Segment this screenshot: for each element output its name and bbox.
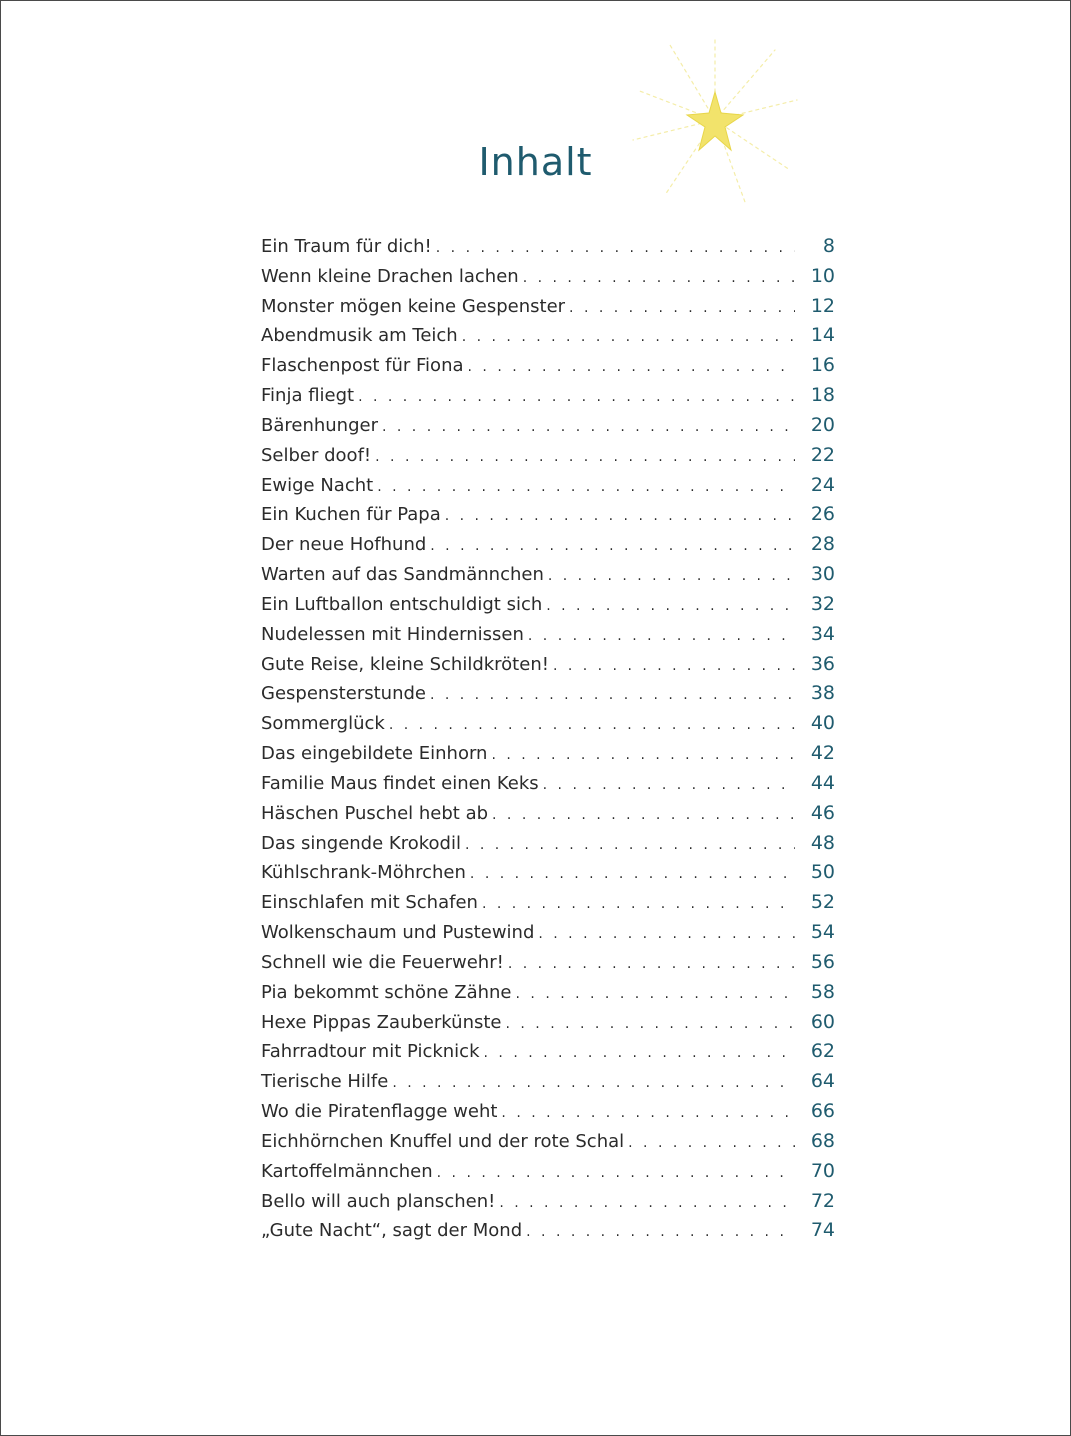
toc-entry-page-number: 8 xyxy=(822,235,835,257)
toc-entry-page-number: 50 xyxy=(810,861,835,884)
toc-entry-title: Wenn kleine Drachen lachen xyxy=(261,265,519,287)
toc-entry-title: Finja fliegt xyxy=(261,385,355,407)
toc-entry-page-number: 74 xyxy=(810,1219,835,1242)
toc-entry-page-number: 26 xyxy=(810,503,835,526)
toc-entry-page-number: 64 xyxy=(810,1070,835,1093)
dot-leader xyxy=(516,980,795,1010)
toc-entry-page-number: 58 xyxy=(810,980,835,1003)
dot-leader xyxy=(508,950,795,980)
toc-entry xyxy=(261,1157,835,1187)
toc-entry-title: Sommerglück xyxy=(261,713,385,735)
toc-entry-title: Eichhörnchen Knuffel und der rote Schal xyxy=(261,1130,625,1152)
toc-entry xyxy=(261,1008,835,1038)
dot-leader xyxy=(523,264,795,294)
toc-entry-page-number: 34 xyxy=(810,622,835,645)
dot-leader xyxy=(382,413,795,443)
toc-entry xyxy=(261,1187,835,1217)
toc-entry xyxy=(261,1216,835,1246)
toc-entry-title: Ein Traum für dich! xyxy=(261,236,432,257)
toc-entry-page-number: 62 xyxy=(810,1040,835,1063)
toc-entry-title: Tierische Hilfe xyxy=(261,1071,389,1093)
dot-leader xyxy=(548,562,795,592)
toc-entry-title: Wo die Piratenflagge weht xyxy=(261,1101,498,1123)
toc-entry-page-number: 72 xyxy=(810,1189,835,1212)
toc-entry-page-number: 22 xyxy=(810,443,835,466)
toc-entry-page-number: 10 xyxy=(810,264,835,287)
dot-leader xyxy=(358,383,795,413)
toc-entry-title: Kartoffelmännchen xyxy=(261,1160,433,1182)
toc-entry-title: Ein Luftballon entschuldigt sich xyxy=(261,593,543,615)
toc-entry-page-number: 14 xyxy=(810,324,835,347)
dot-leader xyxy=(437,1159,795,1189)
dot-leader xyxy=(436,234,795,264)
toc-entry-title: Fahrradtour mit Picknick xyxy=(261,1041,480,1063)
toc-entry-page-number: 36 xyxy=(810,652,835,675)
toc-entry-title: Häschen Puschel hebt ab xyxy=(261,802,489,824)
toc-entry xyxy=(261,321,835,351)
toc-entry-title: Bello will auch planschen! xyxy=(261,1190,496,1212)
toc-entry-page-number: 32 xyxy=(810,592,835,615)
toc-entry-title: Familie Maus findet einen Keks xyxy=(261,772,539,794)
toc-entry-page-number: 54 xyxy=(810,921,835,944)
toc-entry-page-number: 52 xyxy=(810,891,835,914)
dot-leader xyxy=(430,532,795,562)
toc-entry-page-number: 46 xyxy=(810,801,835,824)
toc-entry xyxy=(261,709,835,739)
dot-leader xyxy=(482,890,795,920)
toc-entry xyxy=(261,1127,835,1157)
toc-entry-title: Wolkenschaum und Pustewind xyxy=(261,922,535,944)
toc-entry-title: Nudelessen mit Hindernissen xyxy=(261,623,524,645)
toc-entry-page-number: 16 xyxy=(810,354,835,377)
toc-entry-page-number: 42 xyxy=(810,742,835,765)
dot-leader xyxy=(569,294,795,324)
toc-entry-page-number: 40 xyxy=(810,712,835,735)
dot-leader xyxy=(543,771,795,801)
dot-leader xyxy=(375,443,795,473)
toc-entry-title: Pia bekommt schöne Zähne xyxy=(261,981,512,1003)
toc-entry-page-number: 48 xyxy=(810,831,835,854)
toc-entry-title: Monster mögen keine Gespenster xyxy=(261,295,566,317)
toc-entry-title: Kühlschrank-Möhrchen xyxy=(261,862,466,884)
toc-entry-title: Warten auf das Sandmännchen xyxy=(261,564,544,586)
dot-leader xyxy=(470,860,795,890)
toc-entry-page-number: 68 xyxy=(810,1129,835,1152)
toc-entry-title: Abendmusik am Teich xyxy=(261,325,458,347)
toc-entry xyxy=(261,590,835,620)
dot-leader xyxy=(389,711,795,741)
toc-entry xyxy=(261,739,835,769)
toc-entry-page-number: 28 xyxy=(810,533,835,556)
toc-entry xyxy=(261,292,835,322)
toc-entry-page-number: 70 xyxy=(810,1159,835,1182)
toc-entry xyxy=(261,978,835,1008)
toc-entry-page-number: 12 xyxy=(810,294,835,317)
toc-entry-page-number: 20 xyxy=(810,413,835,436)
dot-leader xyxy=(501,1099,795,1129)
toc-entry xyxy=(261,1037,835,1067)
dot-leader xyxy=(484,1039,795,1069)
dot-leader xyxy=(445,502,795,532)
dot-leader xyxy=(499,1189,795,1219)
toc-entry xyxy=(261,799,835,829)
table-of-contents xyxy=(261,232,835,1246)
dot-leader xyxy=(465,831,795,861)
toc-entry-page-number: 66 xyxy=(810,1100,835,1123)
toc-entry-title: Ein Kuchen für Papa xyxy=(261,504,441,526)
toc-entry xyxy=(261,530,835,560)
toc-entry-page-number: 18 xyxy=(810,384,835,407)
toc-entry xyxy=(261,411,835,441)
toc-entry xyxy=(261,829,835,859)
toc-entry-page-number: 44 xyxy=(810,771,835,794)
dot-leader xyxy=(528,622,795,652)
toc-entry xyxy=(261,351,835,381)
dot-leader xyxy=(377,473,795,503)
toc-entry xyxy=(261,888,835,918)
toc-entry xyxy=(261,858,835,888)
toc-entry-title: Flaschenpost für Fiona xyxy=(261,355,464,377)
toc-entry xyxy=(261,262,835,292)
toc-entry xyxy=(261,1097,835,1127)
toc-entry xyxy=(261,1067,835,1097)
toc-entry-title: Gute Reise, kleine Schildkröten! xyxy=(261,653,549,675)
dot-leader xyxy=(506,1010,796,1040)
dot-leader xyxy=(430,681,795,711)
dot-leader xyxy=(628,1129,795,1159)
toc-entry-title: Gespensterstunde xyxy=(261,683,426,705)
dot-leader xyxy=(491,741,795,771)
toc-entry xyxy=(261,679,835,709)
toc-entry-page-number: 56 xyxy=(810,950,835,973)
toc-entry-title: „Gute Nacht“, sagt der Mond xyxy=(261,1220,523,1242)
toc-entry xyxy=(261,381,835,411)
toc-entry-page-number: 60 xyxy=(810,1010,835,1033)
toc-entry xyxy=(261,769,835,799)
dot-leader xyxy=(392,1069,795,1099)
toc-entry-title: Das singende Krokodil xyxy=(261,832,461,854)
toc-entry-title: Einschlafen mit Schafen xyxy=(261,892,478,914)
toc-entry-page-number: 24 xyxy=(810,473,835,496)
toc-entry xyxy=(261,500,835,530)
toc-entry-title: Das eingebildete Einhorn xyxy=(261,743,488,765)
page-title: Inhalt xyxy=(478,140,593,184)
toc-entry xyxy=(261,560,835,590)
dot-leader xyxy=(462,323,795,353)
toc-entry xyxy=(261,620,835,650)
dot-leader xyxy=(546,592,795,622)
toc-entry xyxy=(261,918,835,948)
toc-entry-title: Bärenhunger xyxy=(261,414,378,436)
toc-entry-title: Ewige Nacht xyxy=(261,474,374,496)
toc-entry xyxy=(261,471,835,501)
toc-entry-page-number: 30 xyxy=(810,563,835,586)
toc-entry-title: Schnell wie die Feuerwehr! xyxy=(261,951,504,973)
dot-leader xyxy=(468,353,795,383)
toc-entry xyxy=(261,948,835,978)
toc-entry-title: Hexe Pippas Zauberkünste xyxy=(261,1011,502,1033)
toc-entry xyxy=(261,650,835,680)
toc-entry xyxy=(261,232,835,262)
toc-entry-title: Der neue Hofhund xyxy=(261,534,427,556)
toc-entry-title: Selber doof! xyxy=(261,444,372,466)
toc-entry-page-number: 38 xyxy=(810,682,835,705)
dot-leader xyxy=(526,1218,795,1248)
toc-entry xyxy=(261,441,835,471)
dot-leader xyxy=(492,801,795,831)
dot-leader xyxy=(553,652,795,682)
dot-leader xyxy=(538,920,795,950)
